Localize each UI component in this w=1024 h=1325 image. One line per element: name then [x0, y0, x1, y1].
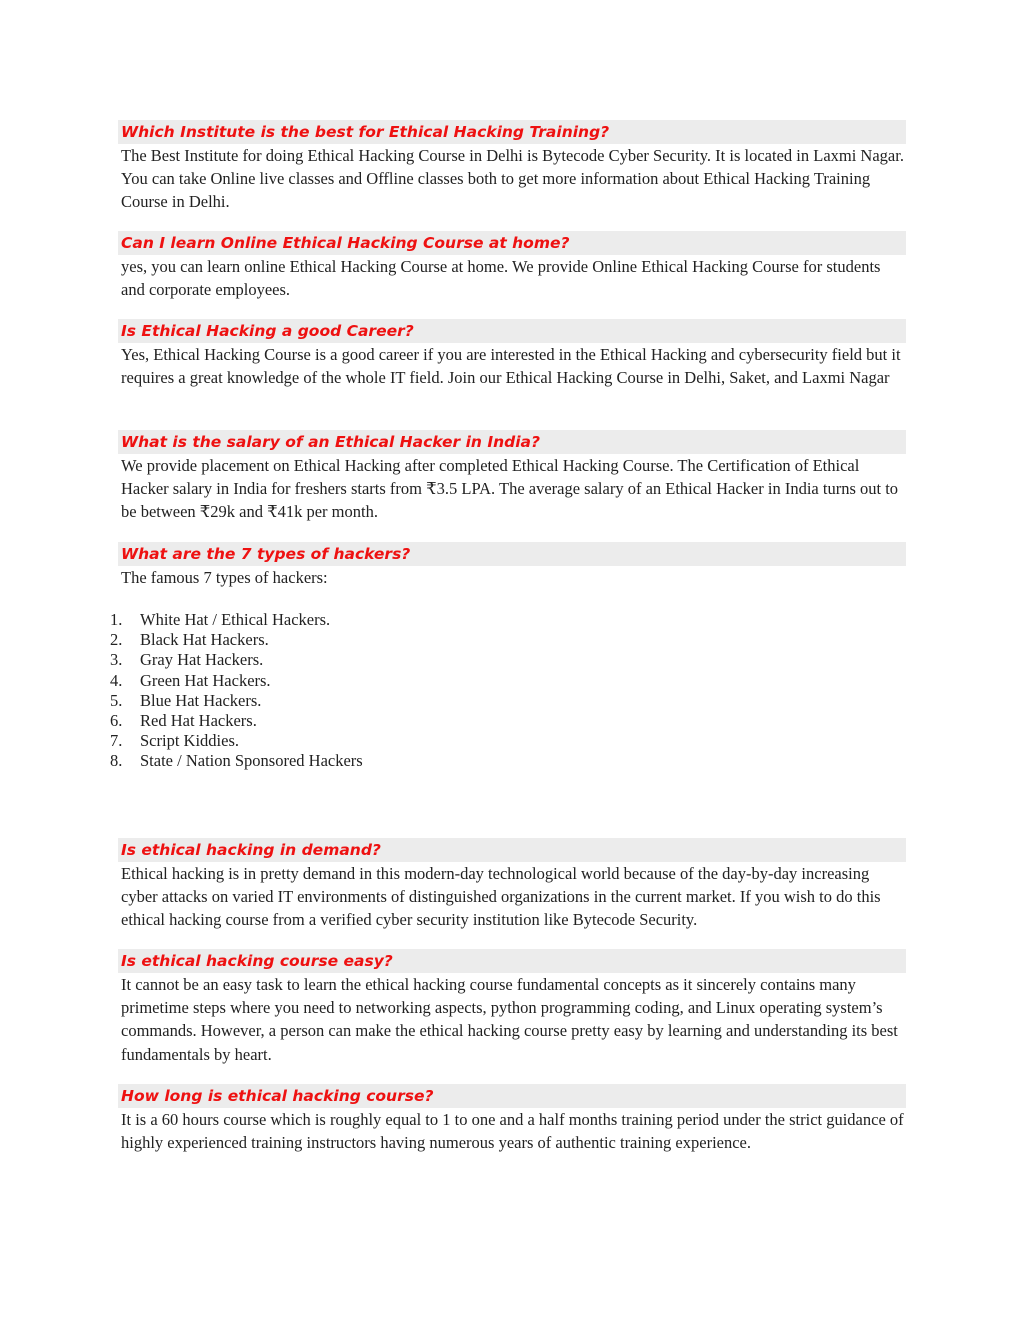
list-item	[110, 630, 363, 650]
faq-answer: yes, you can learn online Ethical Hacking Course at home. We provide Online Ethical Hacking Course for students and corporate employees.	[121, 257, 881, 300]
list-number: 7.	[110, 731, 123, 751]
list-number: 2.	[110, 630, 123, 650]
list-item	[110, 671, 363, 691]
list-item	[110, 711, 363, 731]
list-label: Gray Hat Hackers.	[140, 650, 264, 670]
faq-question: Can I learn Online Ethical Hacking Course at home?	[118, 231, 906, 255]
list-label: Script Kiddies.	[140, 731, 239, 751]
list-number: 8.	[110, 751, 123, 771]
faq-item-good-career	[118, 319, 906, 389]
faq-answer: Yes, Ethical Hacking Course is a good career if you are interested in the Ethical Hacking and cybersecurity field but it requires a great knowledge of the whole IT field. Join our Ethical Hacking Course in Delhi, Saket, and Laxmi Nagar	[121, 345, 901, 388]
faq-question: Which Institute is the best for Ethical Hacking Training?	[118, 120, 906, 144]
faq-item-hacker-types	[118, 542, 906, 589]
list-item	[110, 650, 363, 670]
faq-answer: The Best Institute for doing Ethical Hacking Course in Delhi is Bytecode Cyber Security. It is located in Laxmi Nagar. You can take Online live classes and Offline classes both to get more information about Ethical Hacking Training Course in Delhi.	[121, 146, 904, 212]
faq-item-course-length	[118, 1084, 906, 1154]
faq-answer: It cannot be an easy task to learn the ethical hacking course fundamental concepts as it sincerely contains many primetime steps where you need to networking aspects, python programming coding, and Linux operating system’s commands. However, a person can make the ethical hacking course pretty easy by learning and understanding its best fundamentals by heart.	[121, 975, 898, 1064]
list-number: 5.	[110, 690, 123, 710]
faq-question: Is Ethical Hacking a good Career?	[118, 319, 906, 343]
hacker-types-list	[110, 610, 363, 772]
faq-item-learn-online	[118, 231, 906, 301]
faq-item-salary	[118, 430, 906, 524]
list-number: 6.	[110, 710, 123, 730]
faq-answer: Ethical hacking is in pretty demand in this modern-day technological world because of the day-by-day increasing cyber attacks on varied IT environments of distinguished organizations in the current market. If you wish to do this ethical hacking course from a verified cyber security institution like Bytecode Security.	[121, 864, 881, 930]
faq-answer: The famous 7 types of hackers:	[121, 568, 328, 587]
list-label: State / Nation Sponsored Hackers	[140, 751, 363, 771]
list-number: 4.	[110, 670, 123, 690]
faq-item-best-institute	[118, 120, 906, 214]
faq-item-course-easy	[118, 949, 906, 1066]
list-item	[110, 751, 363, 771]
list-label: Green Hat Hackers.	[140, 670, 271, 690]
list-item	[110, 691, 363, 711]
faq-question: Is ethical hacking in demand?	[118, 838, 906, 862]
list-label: Black Hat Hackers.	[140, 630, 269, 650]
faq-answer: It is a 60 hours course which is roughly equal to 1 to one and a half months training period under the strict guidance of highly experienced training instructors having numerous years of authentic training experience.	[121, 1110, 904, 1153]
faq-question: How long is ethical hacking course?	[118, 1084, 906, 1108]
list-item	[110, 731, 363, 751]
faq-question: What is the salary of an Ethical Hacker in India?	[118, 430, 906, 454]
list-number: 1.	[110, 610, 123, 629]
list-label: Blue Hat Hackers.	[140, 690, 262, 710]
list-label: Red Hat Hackers.	[140, 710, 257, 730]
list-item	[110, 610, 363, 630]
list-label: White Hat / Ethical Hackers.	[140, 610, 331, 629]
faq-item-in-demand	[118, 838, 906, 932]
list-number: 3.	[110, 650, 123, 670]
faq-question: Is ethical hacking course easy?	[118, 949, 906, 973]
faq-answer: We provide placement on Ethical Hacking after completed Ethical Hacking Course. The Certification of Ethical Hacker salary in India for freshers starts from ₹3.5 LPA. The average salary of an Ethical Hacker in India turns out to be between ₹29k and ₹41k per month.	[121, 456, 899, 522]
faq-question: What are the 7 types of hackers?	[118, 542, 906, 566]
